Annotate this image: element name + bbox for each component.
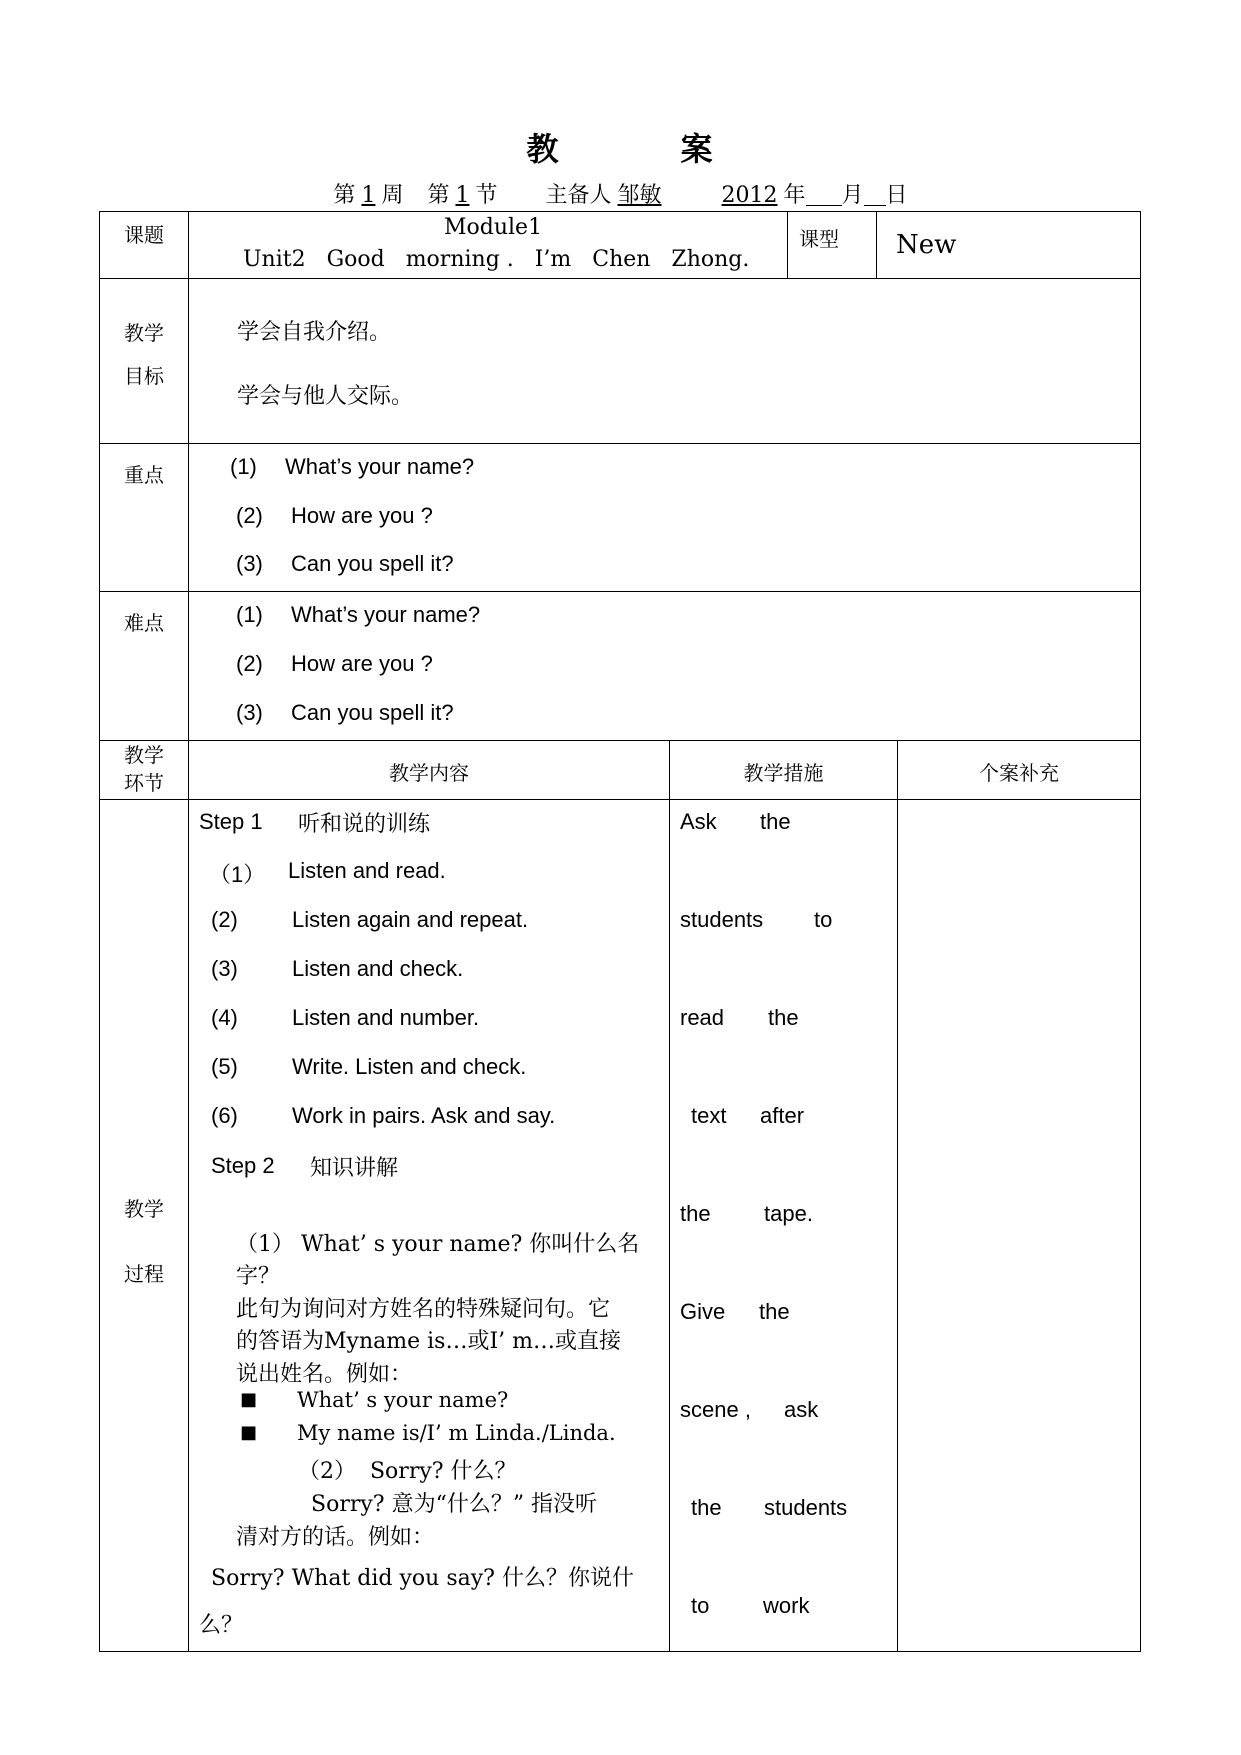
step1-title: Step 1 — [199, 809, 263, 834]
explain-line: 说出姓名。例如： — [236, 1362, 413, 1387]
day-suffix: 日 — [885, 183, 908, 208]
measure-word: to — [814, 907, 833, 932]
difficult-text: How are you ? — [291, 651, 433, 676]
process-label-2: 过程 — [124, 1262, 164, 1286]
step1-item: Write. Listen and check. — [292, 1054, 527, 1079]
month-blank — [806, 183, 842, 206]
goals-label-1: 教学 — [124, 321, 164, 345]
explain-line: Sorry? What did you say? 什么？你说什 — [211, 1566, 634, 1591]
type-value-divider — [876, 211, 877, 278]
topic-type-divider — [787, 211, 788, 278]
step2-title: Step 2 — [211, 1153, 275, 1178]
measure-word: text — [691, 1103, 727, 1128]
header-section-label-2: 环节 — [124, 771, 164, 795]
step1-num: (2) — [211, 907, 238, 932]
step1-num: (3) — [211, 956, 238, 981]
header-section-label-1: 教学 — [124, 743, 164, 767]
difficult-num: (3) — [236, 700, 263, 725]
explain-line: Sorry? 意为“什么？” 指没听 — [311, 1492, 598, 1517]
measure-word: Ask — [680, 809, 717, 834]
preparer-label: 主备人 — [545, 183, 612, 208]
topic-module: Module1 — [444, 215, 543, 240]
goal-item: 学会与他人交际。 — [237, 384, 414, 409]
goals-label-2: 目标 — [124, 364, 164, 388]
measure-word: the — [768, 1005, 799, 1030]
header-measures: 教学措施 — [743, 761, 824, 785]
step1-item: Listen and check. — [292, 956, 464, 981]
table-border-top — [99, 211, 1141, 212]
measure-word: scene , — [680, 1397, 751, 1422]
key-num: (3) — [236, 551, 263, 576]
day-blank — [864, 183, 886, 206]
step1-num: (4) — [211, 1005, 238, 1030]
measure-word: students — [680, 907, 764, 932]
bullet-square-icon: ■ — [240, 1422, 258, 1443]
step1-item: Listen and number. — [292, 1005, 480, 1030]
key-text: Can you spell it? — [291, 551, 454, 576]
measure-word: read — [680, 1005, 725, 1030]
bullet-square-icon: ■ — [240, 1389, 258, 1410]
table-border-left — [99, 211, 100, 1652]
measure-word: Give — [680, 1299, 726, 1324]
difficult-label: 难点 — [124, 611, 164, 635]
lesson-number: 1 — [455, 183, 470, 208]
lesson-prefix: 第 — [427, 183, 450, 208]
measure-word: the — [760, 809, 791, 834]
measure-word: the — [680, 1201, 711, 1226]
measure-word: after — [760, 1103, 805, 1128]
difficult-text: What’s your name? — [291, 602, 481, 627]
explain-line: 字？ — [236, 1264, 281, 1289]
key-num: (2) — [236, 503, 263, 528]
measure-word: tape. — [764, 1201, 813, 1226]
step1-desc: 听和说的训练 — [298, 812, 431, 837]
meta-line — [0, 178, 1241, 209]
key-text: What’s your name? — [285, 454, 475, 479]
topic-unit: Unit2 Good morning . I’m Chen Zhong. — [243, 247, 750, 272]
explain-line: 的答语为Myname is…或I’ m…或直接 — [236, 1329, 621, 1354]
header-notes: 个案补充 — [979, 761, 1059, 785]
title-char-2: 案 — [680, 130, 715, 168]
step1-num: (5) — [211, 1054, 238, 1079]
measure-note-divider — [897, 740, 898, 1652]
process-label-1: 教学 — [124, 1197, 164, 1221]
step1-item: Listen again and repeat. — [292, 907, 529, 932]
difficult-num: (2) — [236, 651, 263, 676]
key-label: 重点 — [124, 463, 164, 487]
row-divider — [99, 443, 1141, 444]
table-border-bottom — [99, 1651, 1141, 1652]
example-line: My name is/I’ m Linda./Linda. — [297, 1421, 616, 1445]
content-measure-divider — [669, 740, 670, 1652]
month-suffix: 月 — [841, 183, 864, 208]
header-section-label — [101, 741, 187, 797]
week-prefix: 第 — [333, 183, 356, 208]
measure-word: the — [759, 1299, 790, 1324]
type-value: New — [896, 230, 957, 260]
measure-word: to — [691, 1593, 710, 1618]
explain-line: 此句为询问对方姓名的特殊疑问句。它 — [236, 1297, 611, 1322]
header-content: 教学内容 — [389, 761, 469, 785]
step1-num: （1） — [209, 862, 266, 887]
explain-line: （1） What’ s your name? 你叫什么名 — [236, 1232, 640, 1257]
title-char-1: 教 — [526, 130, 561, 168]
row-divider — [99, 799, 1141, 800]
key-num: (1) — [230, 454, 257, 479]
example-line: What’ s your name? — [297, 1388, 509, 1412]
step1-item: Work in pairs. Ask and say. — [292, 1103, 556, 1128]
label-column-divider — [188, 211, 189, 1652]
row-divider — [99, 740, 1141, 741]
measure-word: work — [763, 1593, 810, 1618]
page-title — [0, 124, 1241, 168]
preparer-name: 邹敏 — [617, 183, 662, 208]
topic-label: 课题 — [124, 223, 164, 247]
difficult-num: (1) — [236, 602, 263, 627]
step1-num: (6) — [211, 1103, 238, 1128]
explain-line: （2） Sorry? 什么？ — [298, 1459, 517, 1484]
lesson-plan-table — [99, 211, 1141, 1652]
step1-item: Listen and read. — [288, 858, 446, 883]
lesson-suffix: 节 — [475, 183, 498, 208]
table-border-right — [1140, 211, 1141, 1652]
measure-word: students — [764, 1495, 848, 1520]
year-suffix: 年 — [783, 183, 806, 208]
type-label: 课型 — [799, 227, 839, 251]
goal-item: 学会自我介绍。 — [237, 320, 392, 345]
week-suffix: 周 — [381, 183, 404, 208]
explain-line: 清对方的话。例如： — [236, 1525, 435, 1550]
step2-desc: 知识讲解 — [310, 1156, 399, 1181]
measure-word: the — [691, 1495, 722, 1520]
week-number: 1 — [361, 183, 376, 208]
explain-line: 么？ — [199, 1613, 244, 1638]
measure-word: ask — [784, 1397, 819, 1422]
key-text: How are you ? — [291, 503, 433, 528]
year-value: 2012 — [721, 183, 778, 208]
row-divider — [99, 278, 1141, 279]
row-divider — [99, 591, 1141, 592]
difficult-text: Can you spell it? — [291, 700, 454, 725]
